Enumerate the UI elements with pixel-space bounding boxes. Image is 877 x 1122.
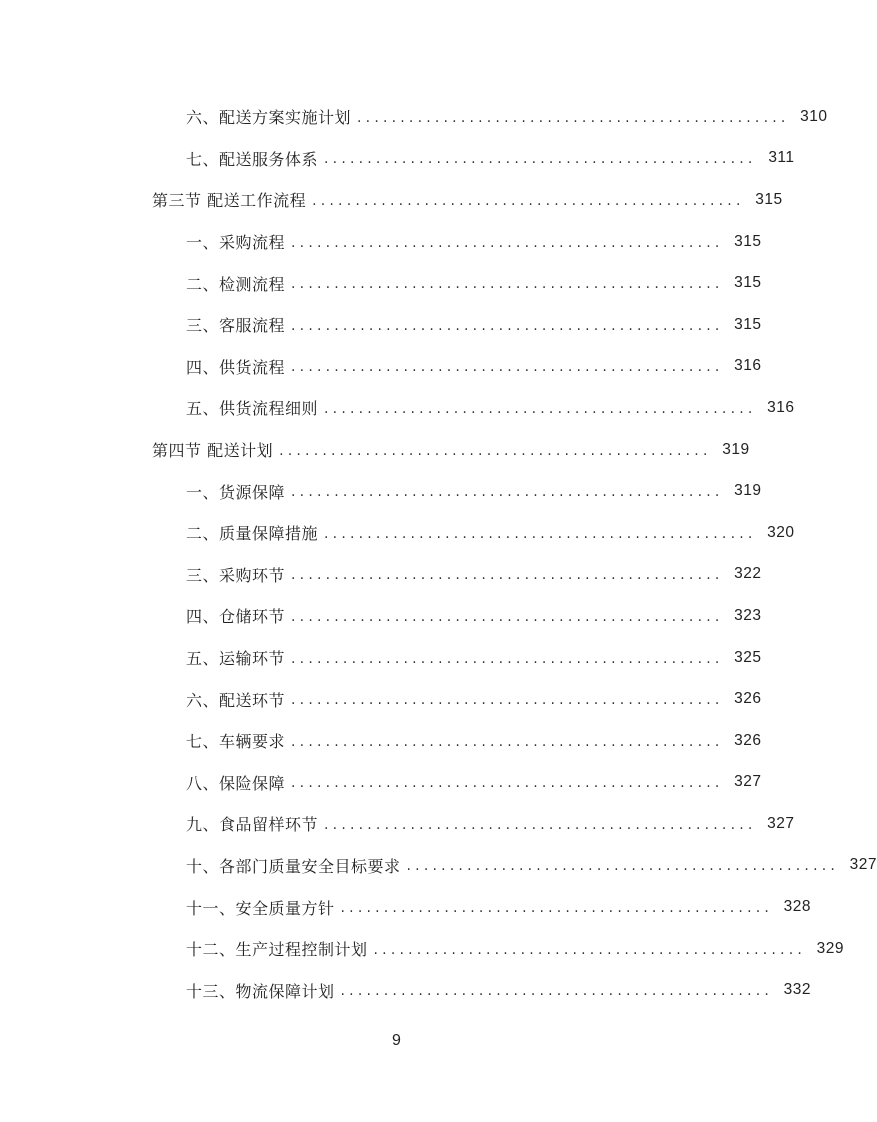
toc-dot-leader: .................................................. [291, 276, 724, 293]
toc-entry[interactable] [0, 304, 793, 346]
toc-entry-page: 319 [722, 440, 750, 458]
toc-entry-page: 326 [734, 690, 762, 708]
toc-entry[interactable] [0, 262, 793, 304]
toc-entry[interactable] [0, 969, 812, 1011]
toc-entry-title: 九、食品留样环节 [186, 815, 319, 835]
toc-entry-title: 六、配送方案实施计划 [186, 108, 352, 128]
toc-entry-page: 329 [816, 939, 845, 957]
toc-entry-title: 十三、物流保障计划 [186, 981, 335, 1001]
toc-entry-title: 一、采购流程 [186, 233, 286, 253]
toc-dot-leader: .................................................. [291, 608, 724, 625]
toc-dot-leader: .................................................. [291, 567, 724, 584]
toc-entry-page: 315 [755, 190, 783, 208]
toc-entry[interactable] [0, 387, 793, 429]
toc-entry-page: 326 [734, 731, 762, 749]
toc-entry-title: 七、配送服务体系 [186, 149, 319, 169]
toc-section-entry[interactable] [0, 429, 793, 471]
toc-entry-page: 327 [734, 773, 762, 791]
toc-dot-leader: .................................................. [291, 775, 724, 792]
toc-entry-title: 十、各部门质量安全目标要求 [186, 856, 401, 876]
toc-entry[interactable] [0, 346, 793, 388]
toc-entry-page: 315 [734, 232, 762, 250]
toc-entry-page: 327 [849, 856, 877, 874]
toc-entry-page: 327 [767, 814, 795, 832]
toc-dot-leader: .................................................. [312, 192, 745, 209]
toc-entry-title: 七、车辆要求 [186, 732, 286, 752]
toc-entry[interactable] [0, 221, 793, 263]
toc-entry-page: 328 [783, 898, 812, 916]
toc-entry-title: 一、货源保障 [186, 482, 286, 502]
toc-entry-title: 二、检测流程 [186, 274, 286, 294]
toc-entry[interactable] [0, 138, 793, 180]
toc-entry[interactable] [0, 96, 828, 138]
toc-entry-page: 315 [734, 274, 762, 292]
toc-dot-leader: .................................................. [340, 983, 774, 1000]
toc-entry-title: 四、供货流程 [186, 357, 286, 377]
toc-dot-leader: .................................................. [373, 941, 807, 958]
toc-dot-leader: .................................................. [291, 650, 724, 667]
toc-entry-title: 第三节 配送工作流程 [152, 191, 307, 211]
toc-entry-page: 311 [768, 149, 795, 167]
toc-dot-leader: .................................................. [279, 442, 712, 459]
toc-entry[interactable] [0, 470, 793, 512]
toc-entry-title: 五、供货流程细则 [186, 399, 319, 419]
toc-dot-leader: .................................................. [291, 692, 724, 709]
toc-entry-title: 十一、安全质量方针 [186, 898, 335, 918]
toc-entry[interactable] [0, 928, 845, 970]
toc-entry[interactable] [0, 803, 793, 845]
table-of-contents [0, 96, 877, 1011]
toc-entry[interactable] [0, 886, 812, 928]
toc-entry-page: 320 [767, 523, 795, 541]
toc-dot-leader: .................................................. [291, 359, 724, 376]
toc-entry-title: 二、质量保障措施 [186, 524, 319, 544]
toc-entry[interactable] [0, 512, 793, 554]
toc-entry-page: 319 [734, 482, 762, 500]
toc-dot-leader: .................................................. [340, 900, 774, 917]
toc-entry-title: 十二、生产过程控制计划 [186, 940, 368, 960]
toc-entry-title: 六、配送环节 [186, 690, 286, 710]
page-number: 9 [392, 1032, 401, 1049]
toc-entry[interactable] [0, 845, 877, 887]
toc-entry-title: 五、运输环节 [186, 649, 286, 669]
toc-entry[interactable] [0, 637, 793, 679]
toc-entry-title: 三、客服流程 [186, 316, 286, 336]
toc-dot-leader: .................................................. [357, 109, 790, 126]
toc-entry-page: 310 [800, 107, 828, 125]
toc-entry[interactable] [0, 554, 793, 596]
toc-entry-page: 322 [734, 565, 762, 583]
toc-dot-leader: .................................................. [324, 525, 757, 542]
toc-entry[interactable] [0, 595, 793, 637]
toc-entry-page: 316 [767, 398, 795, 416]
toc-entry-title: 第四节 配送计划 [152, 441, 274, 461]
toc-dot-leader: .................................................. [291, 317, 724, 334]
toc-dot-leader: .................................................. [406, 858, 840, 875]
toc-entry-page: 316 [734, 357, 762, 375]
toc-entry-title: 三、采购环节 [186, 565, 286, 585]
toc-dot-leader: .................................................. [291, 484, 724, 501]
toc-dot-leader: .................................................. [291, 234, 724, 251]
toc-dot-leader: .................................................. [324, 816, 757, 833]
toc-entry-title: 八、保险保障 [186, 773, 286, 793]
toc-entry[interactable] [0, 720, 793, 762]
toc-section-entry[interactable] [0, 179, 793, 221]
toc-entry[interactable] [0, 678, 793, 720]
toc-entry-page: 332 [783, 981, 812, 999]
toc-entry[interactable] [0, 762, 793, 804]
toc-dot-leader: .................................................. [291, 733, 724, 750]
toc-entry-page: 315 [734, 315, 762, 333]
toc-dot-leader: .................................................. [324, 400, 757, 417]
toc-entry-page: 325 [734, 648, 762, 666]
toc-entry-title: 四、仓储环节 [186, 607, 286, 627]
toc-dot-leader: .................................................. [324, 151, 757, 168]
toc-entry-page: 323 [734, 606, 762, 624]
